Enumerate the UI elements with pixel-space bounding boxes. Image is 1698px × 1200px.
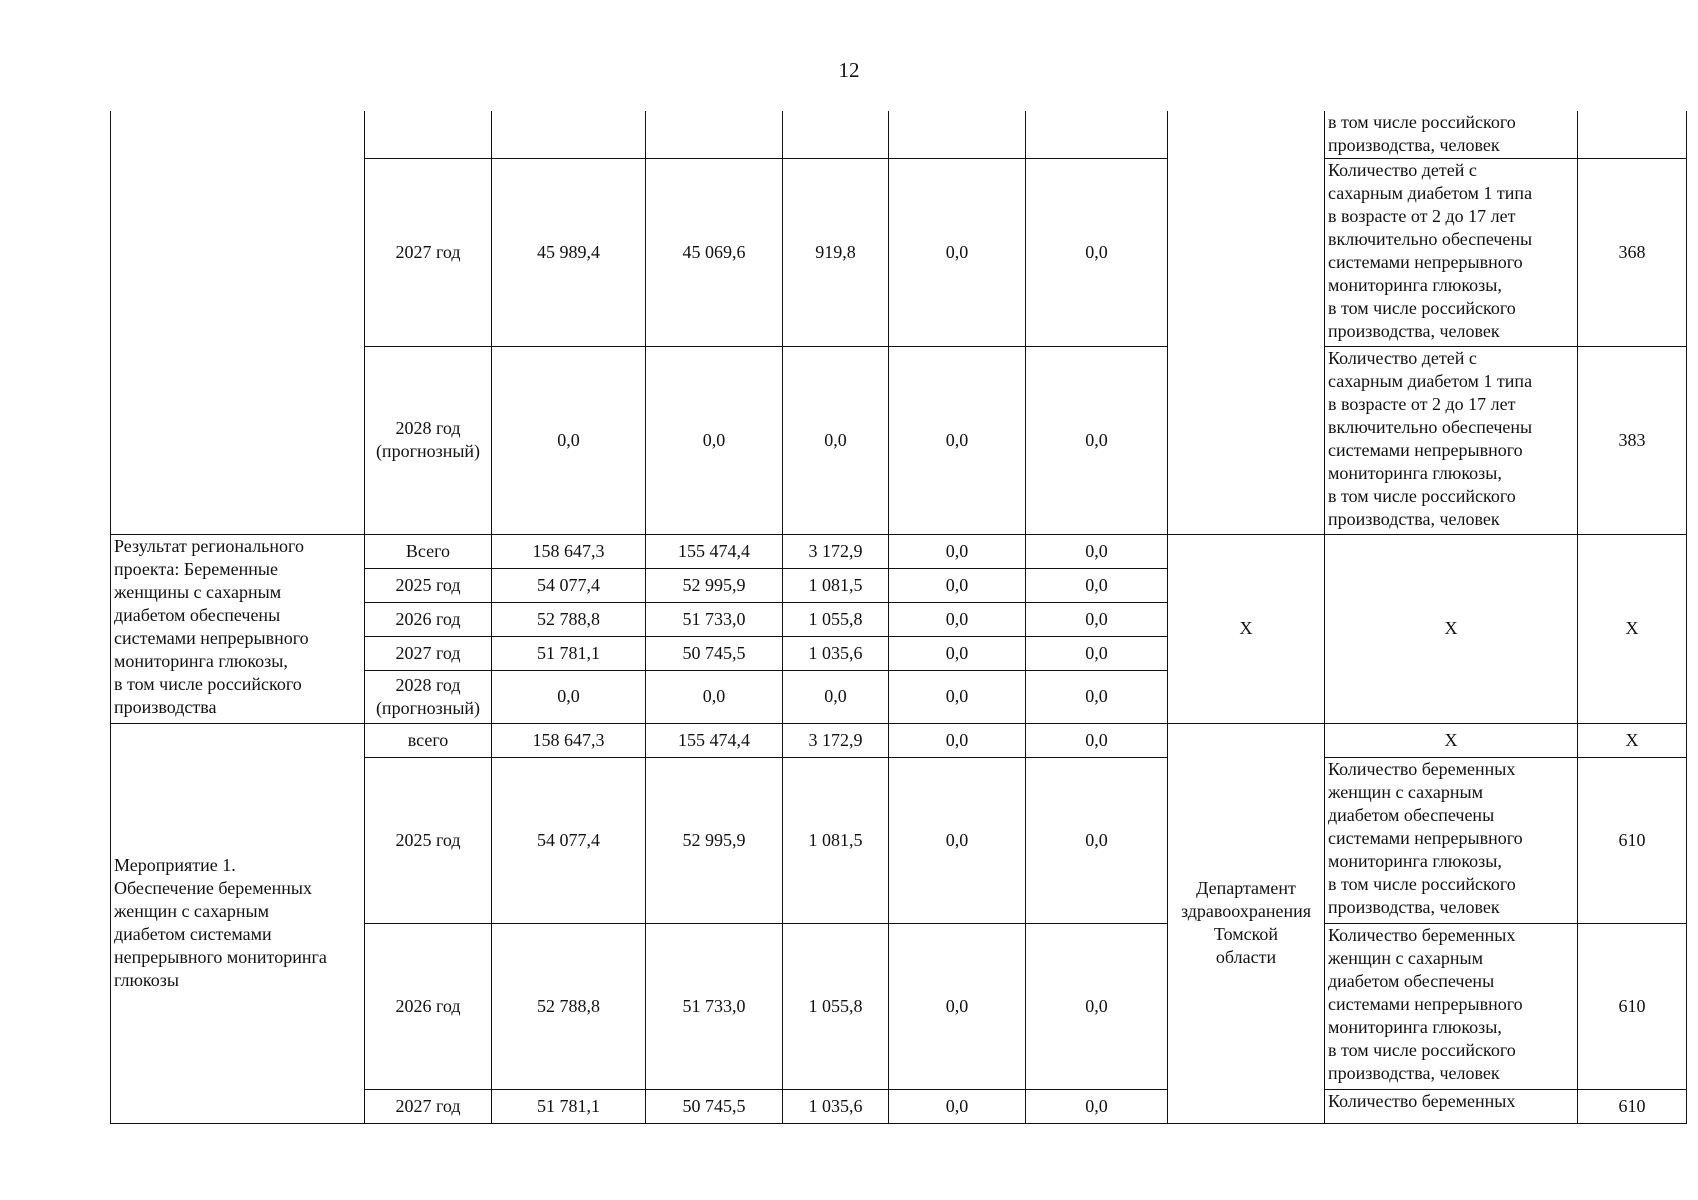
cell-mun: 0,0 xyxy=(889,1089,1026,1123)
value-cell: 610 xyxy=(1578,923,1687,1089)
indicator-cell: X xyxy=(1325,723,1578,757)
cell-fed: 0,0 xyxy=(646,670,783,723)
indicator-cell: в том числе российского производства, человек xyxy=(1325,111,1578,158)
cell-year: 2027 год xyxy=(365,158,492,346)
executor-cell: Департамент здравоохранения Томской области xyxy=(1168,723,1325,1123)
cell-year: 2025 год xyxy=(365,757,492,923)
table-body xyxy=(111,111,1687,1123)
indicator-cell: Количество беременных женщин с сахарным диабетом обеспечены системами непрерывного мониторинга глюкозы, в том числе российского производства, человек xyxy=(1325,757,1578,923)
cell-reg: 0,0 xyxy=(783,346,889,534)
cell-reg: 1 081,5 xyxy=(783,757,889,923)
cell-fed: 50 745,5 xyxy=(646,1089,783,1123)
cell-ext: 0,0 xyxy=(1026,568,1168,602)
cell-total xyxy=(492,111,646,158)
cell-ext: 0,0 xyxy=(1026,723,1168,757)
cell-total: 54 077,4 xyxy=(492,568,646,602)
budget-table xyxy=(110,111,1687,1124)
cell-fed: 51 733,0 xyxy=(646,923,783,1089)
cell-mun: 0,0 xyxy=(889,723,1026,757)
cell-ext: 0,0 xyxy=(1026,346,1168,534)
cell-fed: 52 995,9 xyxy=(646,568,783,602)
cell-reg: 1 081,5 xyxy=(783,568,889,602)
cell-total: 51 781,1 xyxy=(492,636,646,670)
cell-mun: 0,0 xyxy=(889,757,1026,923)
cell-reg: 1 035,6 xyxy=(783,1089,889,1123)
cell-total: 0,0 xyxy=(492,670,646,723)
cell-total: 51 781,1 xyxy=(492,1089,646,1123)
cell-ext: 0,0 xyxy=(1026,1089,1168,1123)
cell-fed: 50 745,5 xyxy=(646,636,783,670)
cell-reg: 3 172,9 xyxy=(783,534,889,568)
cell-ext: 0,0 xyxy=(1026,923,1168,1089)
cell-fed: 0,0 xyxy=(646,346,783,534)
cell-total: 52 788,8 xyxy=(492,923,646,1089)
cell-year: Всего xyxy=(365,534,492,568)
cell-mun: 0,0 xyxy=(889,670,1026,723)
cell-mun: 0,0 xyxy=(889,346,1026,534)
cell-mun: 0,0 xyxy=(889,636,1026,670)
cell-total: 158 647,3 xyxy=(492,534,646,568)
cell-year: 2026 год xyxy=(365,602,492,636)
cell-ext: 0,0 xyxy=(1026,636,1168,670)
cell-ext: 0,0 xyxy=(1026,534,1168,568)
cell-total: 158 647,3 xyxy=(492,723,646,757)
cell-total: 52 788,8 xyxy=(492,602,646,636)
indicator-cell: Количество детей с сахарным диабетом 1 типа в возрасте от 2 до 17 лет включительно обеспечены системами непрерывного мониторинга глюкозы, в том числе российского производства, человек xyxy=(1325,158,1578,346)
cell-mun: 0,0 xyxy=(889,158,1026,346)
cell-year: всего xyxy=(365,723,492,757)
cell-reg: 1 055,8 xyxy=(783,923,889,1089)
cell-mun: 0,0 xyxy=(889,568,1026,602)
cell-fed: 155 474,4 xyxy=(646,534,783,568)
indicator-cell: Количество беременных женщин с сахарным диабетом обеспечены системами непрерывного мониторинга глюкозы, в том числе российского производства, человек xyxy=(1325,923,1578,1089)
table-row xyxy=(111,534,1687,568)
cell-reg: 3 172,9 xyxy=(783,723,889,757)
cell-mun: 0,0 xyxy=(889,602,1026,636)
cell-year xyxy=(365,111,492,158)
value-cell: 368 xyxy=(1578,158,1687,346)
value-cell xyxy=(1578,111,1687,158)
cell-reg: 0,0 xyxy=(783,670,889,723)
value-cell: X xyxy=(1578,723,1687,757)
cell-ext xyxy=(1026,111,1168,158)
cell-reg: 1 035,6 xyxy=(783,636,889,670)
executor-cell: X xyxy=(1168,534,1325,723)
cell-ext: 0,0 xyxy=(1026,670,1168,723)
cell-ext: 0,0 xyxy=(1026,158,1168,346)
cell-fed: 52 995,9 xyxy=(646,757,783,923)
cell-total: 45 989,4 xyxy=(492,158,646,346)
activity-name-cell: Мероприятие 1. Обеспечение беременных женщин с сахарным диабетом системами непрерывного мониторинга глюкозы xyxy=(111,723,365,1123)
cell-year: 2028 год (прогнозный) xyxy=(365,670,492,723)
result-name-cell: Результат регионального проекта: Беременные женщины с сахарным диабетом обеспечены системами непрерывного мониторинга глюкозы, в том числе российского производства xyxy=(111,534,365,723)
cell-mun: 0,0 xyxy=(889,923,1026,1089)
cell-year: 2026 год xyxy=(365,923,492,1089)
value-cell: X xyxy=(1578,534,1687,723)
indicator-cell: X xyxy=(1325,534,1578,723)
value-cell: 383 xyxy=(1578,346,1687,534)
cell-total: 54 077,4 xyxy=(492,757,646,923)
cell-reg: 919,8 xyxy=(783,158,889,346)
cell-total: 0,0 xyxy=(492,346,646,534)
cell-fed: 51 733,0 xyxy=(646,602,783,636)
page-number: 12 xyxy=(838,58,860,82)
indicator-cell: Количество детей с сахарным диабетом 1 типа в возрасте от 2 до 17 лет включительно обеспечены системами непрерывного мониторинга глюкозы, в том числе российского производства, человек xyxy=(1325,346,1578,534)
cell-year: 2027 год xyxy=(365,1089,492,1123)
cell-fed xyxy=(646,111,783,158)
cell-year: 2027 год xyxy=(365,636,492,670)
indicator-cell: Количество беременных xyxy=(1325,1089,1578,1123)
executor-cell-continued xyxy=(1168,111,1325,534)
value-cell: 610 xyxy=(1578,1089,1687,1123)
cell-ext: 0,0 xyxy=(1026,757,1168,923)
cell-mun: 0,0 xyxy=(889,534,1026,568)
cell-ext: 0,0 xyxy=(1026,602,1168,636)
table-row xyxy=(111,723,1687,757)
name-cell-continued xyxy=(111,111,365,534)
cell-year: 2028 год (прогнозный) xyxy=(365,346,492,534)
cell-reg xyxy=(783,111,889,158)
cell-fed: 45 069,6 xyxy=(646,158,783,346)
cell-reg: 1 055,8 xyxy=(783,602,889,636)
cell-fed: 155 474,4 xyxy=(646,723,783,757)
cell-mun xyxy=(889,111,1026,158)
value-cell: 610 xyxy=(1578,757,1687,923)
table-row xyxy=(111,111,1687,158)
cell-year: 2025 год xyxy=(365,568,492,602)
